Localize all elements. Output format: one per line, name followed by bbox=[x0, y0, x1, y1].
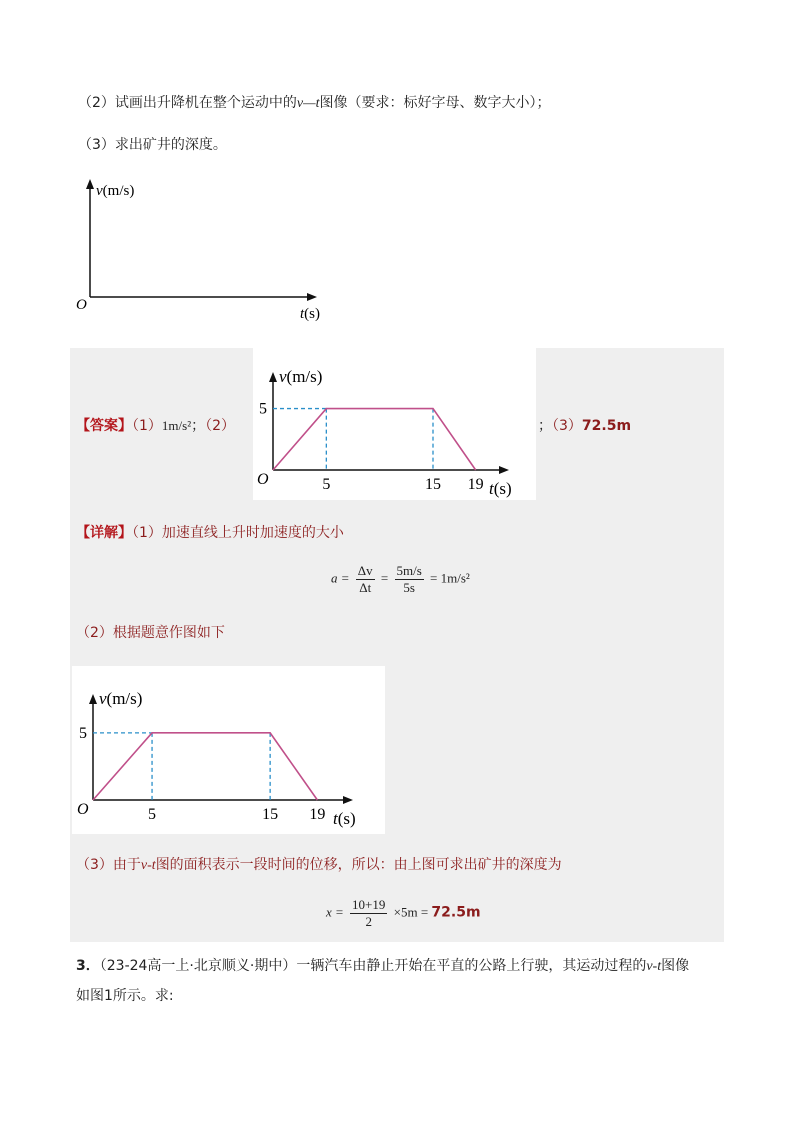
x-axis-arrow bbox=[499, 466, 509, 474]
next-question-line1: 3．（23-24高一上·北京顺义·期中）一辆汽车由静止开始在平直的公路上行驶，其运动过程的v-t图像 bbox=[76, 958, 690, 974]
answer-line-left: 【答案】（1）1m/s²；（2） bbox=[76, 418, 236, 434]
blank-axes bbox=[72, 175, 332, 325]
blank-y-label: v(m/s) bbox=[96, 183, 135, 199]
x-axis-label: t(s) bbox=[489, 479, 512, 498]
answer-vt-graph bbox=[253, 348, 536, 500]
origin-label: O bbox=[77, 801, 89, 818]
y-axis-arrow bbox=[89, 694, 97, 704]
y-axis-label: v(m/s) bbox=[279, 367, 323, 386]
explanation-part1: 【详解】（1）加速直线上升时加速度的大小 bbox=[76, 525, 344, 541]
next-question-line2: 如图1所示。求: bbox=[76, 988, 174, 1004]
explanation-part2: （2）根据题意作图如下 bbox=[76, 625, 225, 641]
explanation-graph-card bbox=[72, 666, 385, 834]
velocity-line bbox=[93, 733, 317, 800]
y-axis-label: v(m/s) bbox=[99, 689, 143, 708]
x-tick-label: 19 bbox=[309, 806, 326, 823]
x-tick-label: 5 bbox=[322, 476, 331, 493]
y-tick-label: 5 bbox=[259, 400, 267, 418]
formula-depth: x = $\frac{10+19}{2}$ ×5m = 72.5m bbox=[326, 897, 481, 929]
origin-label: O bbox=[257, 471, 269, 488]
answer-line-right: ；（3）72.5m bbox=[538, 418, 632, 434]
x-tick-label: 5 bbox=[148, 806, 157, 823]
velocity-line bbox=[273, 409, 476, 470]
explanation-vt-graph bbox=[72, 666, 385, 834]
formula-acceleration: a = $\frac{\Delta v}{\Delta t}$ = $\frac{5m/s}{5s}$ = 1m/s² bbox=[331, 563, 470, 595]
x-axis-label: t(s) bbox=[333, 809, 356, 828]
x-tick-label: 19 bbox=[467, 476, 484, 493]
y-tick-label: 5 bbox=[79, 724, 87, 742]
blank-x-arrow bbox=[307, 293, 317, 301]
blank-origin: O bbox=[76, 297, 87, 313]
x-tick-label: 15 bbox=[425, 476, 441, 493]
blank-y-arrow bbox=[86, 179, 94, 189]
answer-graph-card bbox=[253, 348, 536, 500]
x-tick-label: 15 bbox=[262, 806, 279, 823]
question-part3: （3）求出矿井的深度。 bbox=[78, 137, 227, 153]
blank-x-label: t(s) bbox=[300, 306, 320, 322]
question-part2: （2）试画出升降机在整个运动中的v—t图像（要求：标好字母、数字大小）； bbox=[78, 95, 551, 111]
y-axis-arrow bbox=[269, 372, 277, 382]
explanation-part3: （3）由于v-t图的面积表示一段时间的位移，所以：由上图可求出矿井的深度为 bbox=[76, 857, 562, 873]
x-axis-arrow bbox=[343, 796, 353, 804]
